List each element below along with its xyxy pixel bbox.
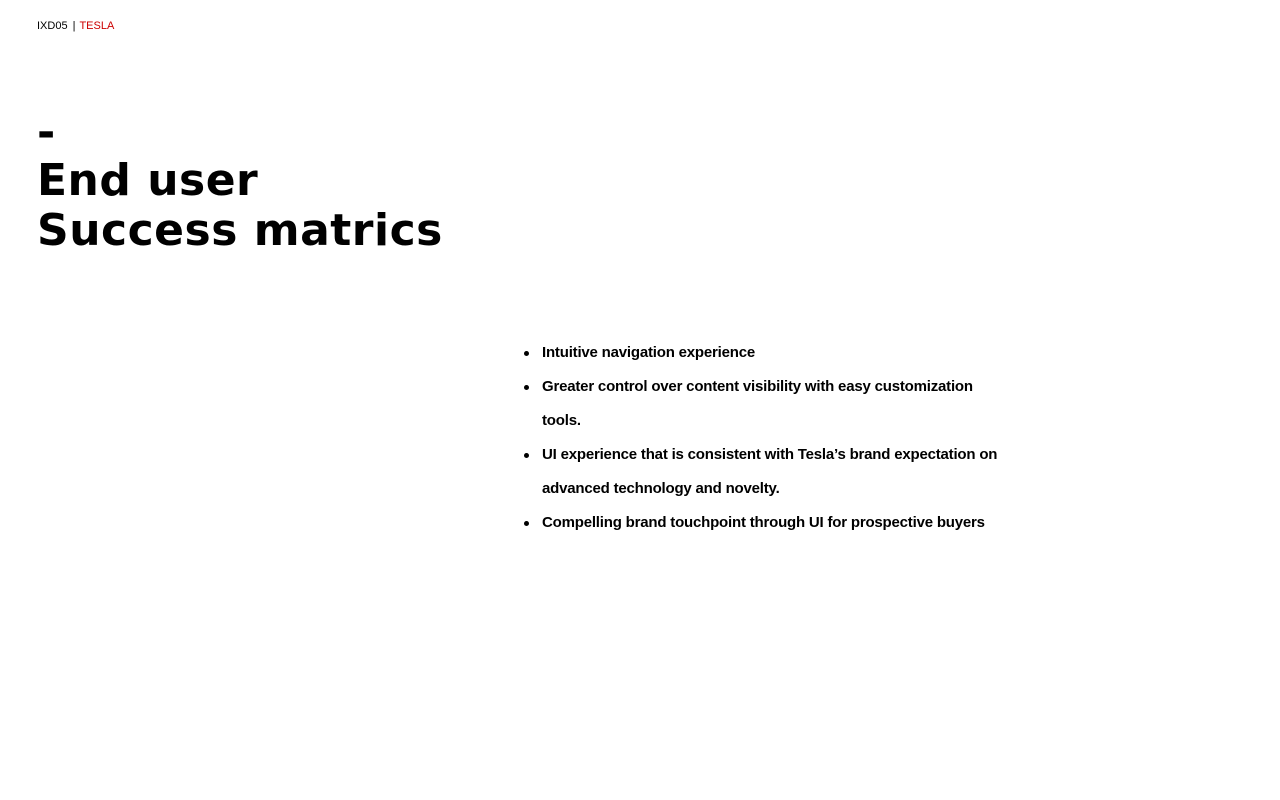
bullet-icon [524,351,529,356]
header-separator: | [72,20,76,32]
bullet-icon [524,453,529,458]
success-metrics-list [522,336,1002,540]
title-line-1: End user [37,155,259,206]
bullet-icon [524,521,529,526]
project-code: IXD05 [37,20,68,32]
bullet-icon [524,385,529,390]
title-line-2: Success matrics [37,205,443,256]
list-item-text: Compelling brand touchpoint through UI for prospective buyers [542,514,985,531]
header-tag [37,19,114,33]
list-item [522,370,1002,438]
list-item [522,336,1002,370]
brand-label: TESLA [79,20,115,32]
list-item-text: Intuitive navigation experience [542,344,756,361]
slide-title [37,107,443,256]
list-item [522,506,1002,540]
title-dash: - [37,107,56,158]
list-item-text: Greater control over content visibility with easy customization tools. [542,378,973,429]
list-item [522,438,1002,506]
list-item-text: UI experience that is consistent with Tesla’s brand expectation on advanced technology and novelty. [542,446,998,497]
